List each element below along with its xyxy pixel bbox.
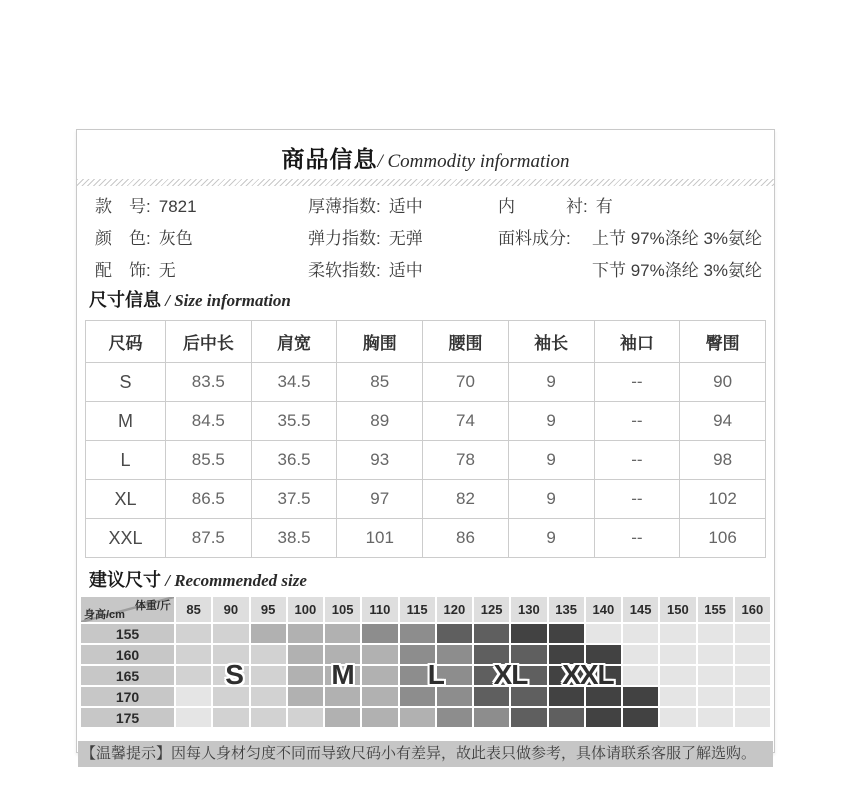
heatmap-cell xyxy=(659,623,696,644)
field-value: 无弹 xyxy=(388,228,423,248)
heatmap-cell xyxy=(175,644,212,665)
weight-header-cell: 145 xyxy=(622,596,659,623)
size-zone-label: XXL xyxy=(562,658,614,690)
size-zone-label: S xyxy=(225,658,243,690)
weight-header-cell: 150 xyxy=(659,596,696,623)
heatmap-cell xyxy=(287,707,324,728)
product-info-field xyxy=(95,224,308,249)
section-recommended-cn: 建议尺寸 xyxy=(89,570,161,590)
size-table-header-cell: 尺码 xyxy=(86,321,166,363)
height-label-cell: 170 xyxy=(80,686,175,707)
product-info-row xyxy=(77,220,774,252)
size-table-header-cell: 腰围 xyxy=(423,321,509,363)
page-title-en: / Commodity information xyxy=(377,151,570,172)
heatmap-cell xyxy=(399,623,436,644)
size-table-row xyxy=(86,402,766,441)
heatmap-cell xyxy=(324,707,361,728)
size-zone-label: XL xyxy=(493,658,528,690)
product-info-field xyxy=(95,256,308,281)
field-label: 配 饰: xyxy=(95,260,151,280)
weight-header-cell: 125 xyxy=(473,596,510,623)
heatmap-cell xyxy=(734,665,771,686)
heatmap-cell xyxy=(361,707,398,728)
measurement-cell: -- xyxy=(594,519,680,558)
heatmap-cell xyxy=(585,623,622,644)
measurement-cell: 94 xyxy=(680,402,766,441)
size-table-row xyxy=(86,480,766,519)
height-label-cell: 165 xyxy=(80,665,175,686)
measurement-cell: 34.5 xyxy=(251,363,337,402)
field-value: 无 xyxy=(158,260,176,280)
size-table-header-cell: 臀围 xyxy=(680,321,766,363)
measurement-cell: 9 xyxy=(508,441,594,480)
heatmap-cell xyxy=(697,665,734,686)
section-recommended-size xyxy=(77,566,774,588)
heatmap-cell xyxy=(734,707,771,728)
measurement-cell: 85 xyxy=(337,363,423,402)
weight-header-cell: 115 xyxy=(399,596,436,623)
heatmap-cell xyxy=(250,707,287,728)
height-label-cell: 155 xyxy=(80,623,175,644)
weight-header-cell: 95 xyxy=(250,596,287,623)
measurement-cell: 9 xyxy=(508,480,594,519)
heatmap-cell xyxy=(659,644,696,665)
size-table-header-row xyxy=(86,321,766,363)
heatmap-cell xyxy=(734,644,771,665)
measurement-cell: 101 xyxy=(337,519,423,558)
weight-header-cell: 140 xyxy=(585,596,622,623)
heatmap-cell xyxy=(622,707,659,728)
heatmap-row xyxy=(80,665,771,686)
heatmap-cell xyxy=(287,623,324,644)
heatmap-cell xyxy=(212,707,249,728)
heatmap-cell xyxy=(510,707,547,728)
heatmap-cell xyxy=(175,707,212,728)
field-value: 7821 xyxy=(158,196,197,216)
product-info-field xyxy=(308,224,498,249)
measurement-cell: 38.5 xyxy=(251,519,337,558)
heatmap-row xyxy=(80,686,771,707)
measurement-cell: -- xyxy=(594,441,680,480)
section-size-info-cn: 尺寸信息 xyxy=(89,290,161,310)
measurement-cell: 97 xyxy=(337,480,423,519)
heatmap-cell xyxy=(175,665,212,686)
product-info-field xyxy=(498,192,774,217)
weight-header-cell: 110 xyxy=(361,596,398,623)
measurement-cell: 83.5 xyxy=(166,363,252,402)
size-name-cell: XL xyxy=(86,480,166,519)
heatmap-cell xyxy=(510,623,547,644)
height-weight-heatmap xyxy=(80,596,771,728)
weight-header-cell: 135 xyxy=(548,596,585,623)
heatmap-cell xyxy=(250,623,287,644)
heatmap-cell xyxy=(734,623,771,644)
measurement-cell: 87.5 xyxy=(166,519,252,558)
hatch-divider xyxy=(77,179,774,186)
size-table-header-cell: 袖长 xyxy=(508,321,594,363)
size-table-row xyxy=(86,363,766,402)
heatmap-cell xyxy=(548,707,585,728)
heatmap-cell xyxy=(436,623,473,644)
heatmap-cell xyxy=(361,644,398,665)
measurement-cell: 86 xyxy=(423,519,509,558)
heatmap-cell xyxy=(659,686,696,707)
measurement-cell: 9 xyxy=(508,402,594,441)
size-name-cell: L xyxy=(86,441,166,480)
size-table-row xyxy=(86,519,766,558)
weight-header-cell: 90 xyxy=(212,596,249,623)
measurement-cell: -- xyxy=(594,480,680,519)
measurement-cell: 90 xyxy=(680,363,766,402)
size-measurements-table xyxy=(85,320,766,558)
field-label: 弹力指数: xyxy=(308,228,381,248)
weight-header-cell: 85 xyxy=(175,596,212,623)
heatmap-cell xyxy=(697,623,734,644)
height-weight-corner-cell xyxy=(80,596,175,623)
size-table-header-cell: 胸围 xyxy=(337,321,423,363)
page-title-cn: 商品信息 xyxy=(281,146,378,172)
page-title xyxy=(77,130,774,173)
heatmap-cell xyxy=(697,707,734,728)
measurement-cell: 35.5 xyxy=(251,402,337,441)
field-value: 上节 97%涤纶 3%氨纶 xyxy=(592,228,763,248)
size-name-cell: XXL xyxy=(86,519,166,558)
heatmap-cell xyxy=(622,644,659,665)
height-label-cell: 160 xyxy=(80,644,175,665)
measurement-cell: 106 xyxy=(680,519,766,558)
section-size-info-en: / Size information xyxy=(161,291,291,310)
measurement-cell: 78 xyxy=(423,441,509,480)
measurement-cell: 93 xyxy=(337,441,423,480)
weight-header-cell: 120 xyxy=(436,596,473,623)
heatmap-cell xyxy=(287,665,324,686)
heatmap-cell xyxy=(361,665,398,686)
heatmap-cell xyxy=(324,623,361,644)
heatmap-cell xyxy=(361,686,398,707)
heatmap-cell xyxy=(436,707,473,728)
measurement-cell: 89 xyxy=(337,402,423,441)
weight-header-cell: 155 xyxy=(697,596,734,623)
heatmap-cell xyxy=(734,686,771,707)
weight-header-cell: 160 xyxy=(734,596,771,623)
heatmap-cell xyxy=(399,707,436,728)
heatmap-cell xyxy=(659,707,696,728)
product-info-field xyxy=(308,256,498,281)
heatmap-row xyxy=(80,707,771,728)
product-info-field xyxy=(308,192,498,217)
heatmap-cell xyxy=(361,623,398,644)
size-name-cell: M xyxy=(86,402,166,441)
field-value: 适中 xyxy=(388,196,423,216)
heatmap-cell xyxy=(473,623,510,644)
heatmap-cell xyxy=(585,707,622,728)
measurement-cell: 9 xyxy=(508,363,594,402)
field-label: 面料成分: xyxy=(498,228,571,248)
weight-header-cell: 100 xyxy=(287,596,324,623)
heatmap-cell xyxy=(622,686,659,707)
measurement-cell: 85.5 xyxy=(166,441,252,480)
heatmap-cell xyxy=(250,665,287,686)
size-table-header-cell: 后中长 xyxy=(166,321,252,363)
field-value: 有 xyxy=(595,196,613,216)
section-recommended-en: / Recommended size xyxy=(161,571,307,590)
size-zone-label: M xyxy=(331,658,354,690)
weight-header-cell: 105 xyxy=(324,596,361,623)
measurement-cell: 86.5 xyxy=(166,480,252,519)
measurement-cell: 9 xyxy=(508,519,594,558)
heatmap-cell xyxy=(250,644,287,665)
measurement-cell: 36.5 xyxy=(251,441,337,480)
field-label: 厚薄指数: xyxy=(308,196,381,216)
measurement-cell: 98 xyxy=(680,441,766,480)
weight-header-row xyxy=(80,596,771,623)
size-table-header-cell: 肩宽 xyxy=(251,321,337,363)
size-table-row xyxy=(86,441,766,480)
heatmap-cell xyxy=(212,623,249,644)
field-label: 内 衬: xyxy=(498,196,588,216)
field-label: 柔软指数: xyxy=(308,260,381,280)
notice-bar: 【温馨提示】因每人身材匀度不同而导致尺码小有差异，故此表只做参考，具体请联系客服了解选购。 xyxy=(78,741,773,767)
measurement-cell: 74 xyxy=(423,402,509,441)
heatmap-cell xyxy=(250,686,287,707)
recommended-size-chart xyxy=(80,596,771,728)
commodity-info-panel xyxy=(76,129,775,762)
product-info-field xyxy=(498,256,774,281)
heatmap-cell xyxy=(175,623,212,644)
heatmap-cell xyxy=(697,644,734,665)
heatmap-cell xyxy=(473,707,510,728)
product-info-field xyxy=(95,192,308,217)
weight-header-cell: 130 xyxy=(510,596,547,623)
product-info-row xyxy=(77,252,774,284)
product-info-grid xyxy=(77,188,774,284)
measurement-cell: 70 xyxy=(423,363,509,402)
weight-unit-label: 体重/斤 xyxy=(134,600,171,612)
measurement-cell: -- xyxy=(594,402,680,441)
measurement-cell: -- xyxy=(594,363,680,402)
heatmap-cell xyxy=(622,665,659,686)
measurement-cell: 37.5 xyxy=(251,480,337,519)
heatmap-cell xyxy=(622,623,659,644)
product-info-field xyxy=(498,224,774,249)
measurement-cell: 102 xyxy=(680,480,766,519)
measurement-cell: 82 xyxy=(423,480,509,519)
field-label: 颜 色: xyxy=(95,228,151,248)
heatmap-cell xyxy=(287,686,324,707)
field-value: 灰色 xyxy=(158,228,193,248)
field-value: 适中 xyxy=(388,260,423,280)
measurement-cell: 84.5 xyxy=(166,402,252,441)
size-table-header-cell: 袖口 xyxy=(594,321,680,363)
heatmap-row xyxy=(80,644,771,665)
heatmap-cell xyxy=(175,686,212,707)
height-label-cell: 175 xyxy=(80,707,175,728)
product-info-row xyxy=(77,188,774,220)
heatmap-row xyxy=(80,623,771,644)
height-unit-label: 身高/cm xyxy=(84,609,125,621)
field-value: 下节 97%涤纶 3%氨纶 xyxy=(592,260,763,280)
field-label: 款 号: xyxy=(95,196,151,216)
section-size-info xyxy=(77,286,774,308)
heatmap-cell xyxy=(697,686,734,707)
size-zone-label: L xyxy=(427,658,444,690)
heatmap-cell xyxy=(659,665,696,686)
heatmap-cell xyxy=(287,644,324,665)
size-name-cell: S xyxy=(86,363,166,402)
heatmap-cell xyxy=(548,623,585,644)
